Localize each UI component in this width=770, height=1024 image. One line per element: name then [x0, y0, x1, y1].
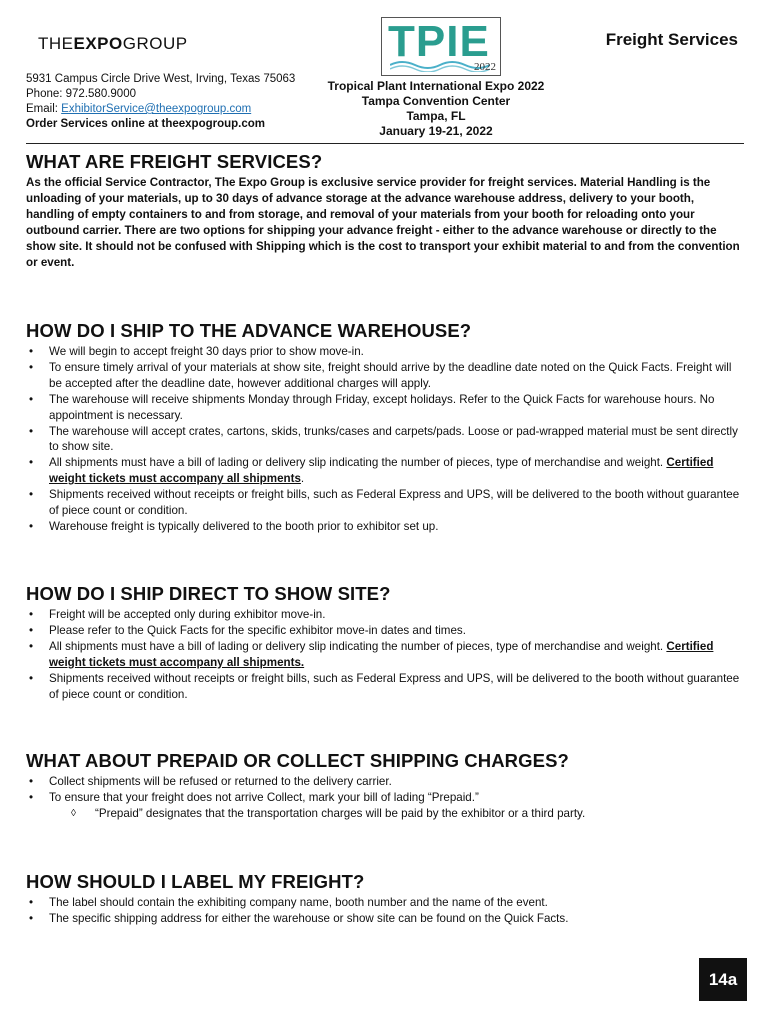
contact-block	[26, 72, 326, 132]
section-shipping-charges	[26, 750, 744, 822]
list-item: • To ensure timely arrival of your materials at show site, freight should arrive by the deadline date noted on the Quick Facts. Freight will be accepted after the deadline date, however additional charges will apply.	[26, 360, 744, 392]
list-item: • Please refer to the Quick Facts for the specific exhibitor move-in dates and times.	[26, 623, 744, 639]
email-label: Email:	[26, 103, 62, 115]
list-item: • Freight will be accepted only during exhibitor move-in.	[26, 607, 744, 623]
logo-light-group: GROUP	[122, 34, 188, 53]
tpie-logo-text: TPIE	[388, 17, 490, 66]
section-body: As the official Service Contractor, The Expo Group is exclusive service provider for freight services. Material Handling is the unloading of your materials, up to 30 days of advance storage at the advance warehouse address, delivery to your booth, handling of empty containers to and from storage, and removal of your materials from your booth for reloading onto your outbound carrier. There are two options for shipping your advance freight - either to the advance warehouse or directly to the show site. It should not be confused with Shipping which is the cost to transport your exhibit material to and from the convention or event.	[26, 176, 740, 269]
section-title: WHAT ARE FREIGHT SERVICES?	[26, 151, 323, 172]
bullet-list	[26, 895, 744, 927]
section-direct-to-show-site	[26, 583, 744, 702]
list-item-text: All shipments must have a bill of lading or delivery slip indicating the number of pieces, type of merchandise and weight.	[49, 639, 667, 653]
section-what-are-freight-services	[26, 151, 744, 270]
list-item: • The label should contain the exhibiting company name, booth number and the name of the event.	[26, 895, 744, 911]
tpie-logo-year: 2022	[474, 61, 496, 73]
header-divider	[26, 143, 744, 144]
tpie-logo	[381, 17, 501, 76]
section-title: HOW DO I SHIP DIRECT TO SHOW SITE?	[26, 583, 391, 604]
logo-light-the: THE	[38, 34, 74, 53]
list-item: • The warehouse will accept crates, cartons, skids, trunks/cases and carpets/pads. Loose or pad-wrapped material must be sent directly to show site.	[26, 424, 744, 456]
section-title: HOW SHOULD I LABEL MY FREIGHT?	[26, 871, 365, 892]
document-title: Freight Services	[605, 30, 738, 49]
list-item: • Warehouse freight is typically delivered to the booth prior to exhibitor set up.	[26, 519, 744, 535]
event-name: Tropical Plant International Expo 2022	[327, 79, 545, 93]
list-item	[26, 639, 744, 671]
certified-weight-notice: Certified weight tickets must accompany all shipments.	[49, 639, 714, 669]
bullet-list	[26, 774, 744, 822]
list-item: • The specific shipping address for either the warehouse or show site can be found on the Quick Facts.	[26, 911, 744, 927]
address: 5931 Campus Circle Drive West, Irving, Texas 75063	[26, 73, 296, 85]
list-item: • Collect shipments will be refused or returned to the delivery carrier.	[26, 774, 744, 790]
event-city: Tampa, FL	[406, 109, 466, 123]
section-advance-warehouse	[26, 320, 744, 535]
section-title: HOW DO I SHIP TO THE ADVANCE WAREHOUSE?	[26, 320, 472, 341]
list-item: • We will begin to accept freight 30 days prior to show move-in.	[26, 344, 744, 360]
page-number: 14a	[699, 958, 747, 1001]
list-item-end: .	[300, 472, 305, 486]
list-item: • To ensure that your freight does not arrive Collect, mark your bill of lading “Prepaid.”	[26, 790, 744, 806]
phone: Phone: 972.580.9000	[26, 88, 136, 100]
order-online: Order Services online at theexpogroup.com	[26, 118, 266, 130]
section-label-freight	[26, 871, 744, 927]
expo-group-logo	[38, 34, 188, 54]
event-venue: Tampa Convention Center	[361, 94, 511, 108]
list-item: • Shipments received without receipts or freight bills, such as Federal Express and UPS, will be delivered to the booth without guarantee of piece count or condition.	[26, 487, 744, 519]
list-item	[26, 455, 744, 487]
email-link[interactable]: ExhibitorService@theexpogroup.com	[61, 103, 252, 115]
list-item: • The warehouse will receive shipments Monday through Friday, except holidays. Refer to the Quick Facts for warehouse hours. No appointment is necessary.	[26, 392, 744, 424]
list-item-text: All shipments must have a bill of lading or delivery slip indicating the number of pieces, type of merchandise and weight.	[49, 456, 667, 470]
section-title: WHAT ABOUT PREPAID OR COLLECT SHIPPING CHARGES?	[26, 750, 569, 771]
certified-weight-notice: Certified weight tickets must accompany all shipments	[49, 456, 714, 486]
email-line	[26, 102, 326, 117]
list-item: • Shipments received without receipts or freight bills, such as Federal Express and UPS, will be delivered to the booth without guarantee of piece count or condition.	[26, 671, 744, 703]
bullet-list	[26, 607, 744, 702]
event-info	[306, 79, 566, 139]
sub-list-item: ◊ “Prepaid” designates that the transportation charges will be paid by the exhibitor or a third party.	[26, 806, 744, 822]
bullet-list	[26, 344, 744, 535]
event-dates: January 19-21, 2022	[379, 124, 493, 138]
logo-bold-expo: EXPO	[73, 34, 123, 53]
